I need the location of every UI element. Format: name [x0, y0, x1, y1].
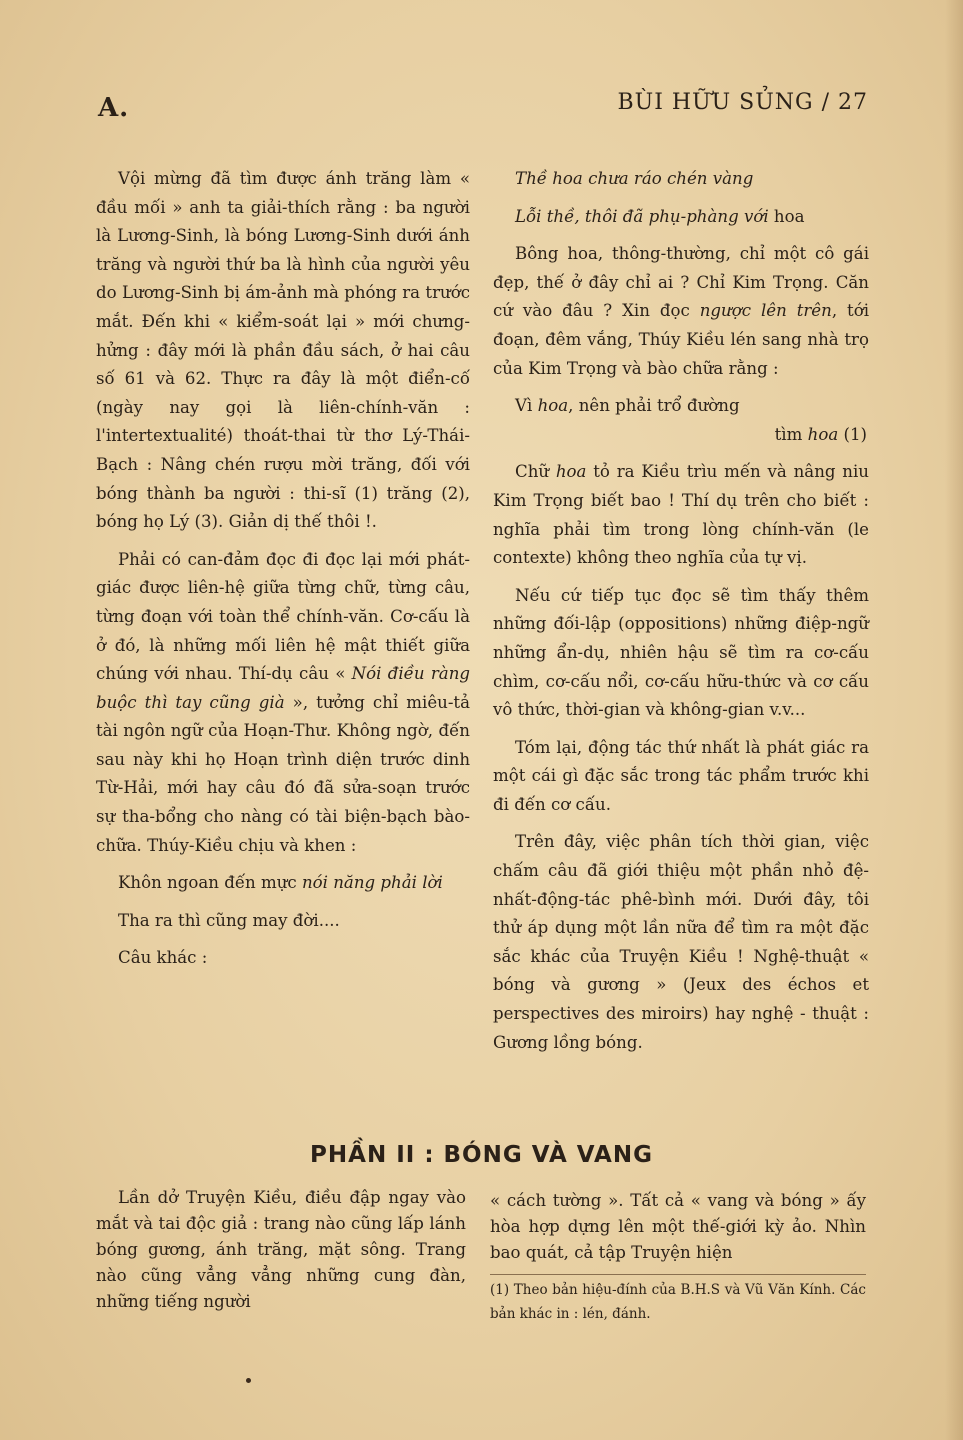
- paragraph: Chữ hoa tỏ ra Kiều trìu mến và nâng niu Kim Trọng biết bao ! Thí dụ trên cho biết : nghĩa phải tìm trong lòng chính-văn (le contexte) không theo nghĩa của tự vị.: [493, 462, 869, 568]
- footnote-divider: [490, 1274, 866, 1275]
- left-column: [96, 165, 470, 982]
- paragraph: Nếu cứ tiếp tục đọc sẽ tìm thấy thêm những đối-lập (oppositions) những điệp-ngữ những ẩn-dụ, nhiên hậu sẽ tìm ra cơ-cấu chìm, cơ-cấu nổi, cơ-cấu hữu-thức và cơ cấu vô thức, thời-gian và không-gian v.v...: [493, 585, 869, 720]
- right-column: [493, 165, 869, 1066]
- paragraph: Vội mừng đã tìm được ánh trăng làm « đầu mối » anh ta giải-thích rằng : ba người là Lương-Sinh, là bóng Lương-Sinh dưới ánh trăng và người thứ ba là hình của người yêu do Lương-Sinh bị ám-ảnh mà phóng ra trước mắt. Đến khi « kiểm-soát lại » mới chưng-hửng : đây mới là phần đầu sách, ở hai câu số 61 và 62. Thực ra đây là một điển-cố (ngày nay gọi là liên-chính-văn : l'intertextualité) thoát-thai từ thơ Lý-Thái-Bạch : Nâng chén rượu mời trăng, đối với bóng thành ba người : thi-sĩ (1) trăng (2), bóng họ Lý (3). Giản dị thế thôi !.: [96, 169, 470, 532]
- paragraph: Trên đây, việc phân tích thời gian, việc chấm câu đã giới thiệu một phần nhỏ đệ-nhất-động-tác phê-bình mới. Dưới đây, tôi thử áp dụng một lần nữa để tìm ra một đặc sắc khác của Truyện Kiều ! Nghệ-thuật « bóng và gương » (Jeux des échos et perspectives des miroirs) hay nghệ - thuật : Gương lồng bóng.: [493, 832, 869, 1052]
- paragraph: « cách tường ». Tất cả « vang và bóng » ấy hòa hợp dựng lên một thế-giới kỳ ảo. Nhìn bao quát, cả tập Truyện hiện: [490, 1191, 866, 1262]
- paragraph: Lần dở Truyện Kiều, điều đập ngay vào mắt và tai độc giả : trang nào cũng lấp lánh bóng gương, ánh trăng, mặt sông. Trang nào cũng vẳng vẳng những cung đàn, những tiếng người: [96, 1188, 466, 1311]
- ink-speck: [246, 1378, 251, 1383]
- verse-line: Vì hoa, nên phải trổ đường: [515, 396, 740, 416]
- page-header-title: BÙI HỮU SỦNG / 27: [617, 90, 868, 115]
- paragraph: Tóm lại, động tác thứ nhất là phát giác ra một cái gì đặc sắc trong tác phẩm trước khi đi đến cơ cấu.: [493, 737, 869, 814]
- paragraph: Bông hoa, thông-thường, chỉ một cô gái đẹp, thế ở đây chỉ ai ? Chỉ Kim Trọng. Căn cứ vào đâu ? Xin đọc ngược lên trên, tới đoạn, đêm vắng, Thúy Kiều lén sang nhà trọ của Kim Trọng và bào chữa rằng :: [493, 244, 869, 378]
- bottom-right-column: [490, 1188, 866, 1266]
- verse-line: Thề hoa chưa ráo chén vàng: [515, 169, 754, 188]
- page-edge-shadow: [945, 0, 963, 1440]
- bottom-left-column: [96, 1185, 466, 1315]
- page-header-mark: A.: [98, 93, 130, 123]
- verse-line: Lỗi thề, thôi đã phụ-phàng với hoa: [515, 206, 805, 226]
- paragraph: Câu khác :: [118, 948, 208, 968]
- section-heading: PHẦN II : BÓNG VÀ VANG: [310, 1142, 653, 1168]
- paragraph: Phải có can-đảm đọc đi đọc lại mới phát-giác được liên-hệ giữa từng chữ, từng câu, từng đoạn với toàn thể chính-văn. Cơ-cấu là ở đó, là những mối liên hệ mật thiết giữa chúng với nhau. Thí-dụ câu « Nói điều ràng buộc thì tay cũng già », tưởng chỉ miêu-tả tài ngôn ngữ của Hoạn-Thư. Không ngờ, đến sau này khi họ Hoạn trình diện trước dinh Từ-Hải, mới hay câu đó đã sửa-soạn trước sự tha-bổng cho nàng có tài biện-bạch bào-chữa. Thúy-Kiều chịu và khen :: [96, 549, 471, 855]
- verse-line: Tha ra thì cũng may đời....: [118, 910, 340, 930]
- footnote: (1) Theo bản hiệu-đính của B.H.S và Vũ Văn Kính. Các bản khác in : lén, đánh.: [490, 1282, 866, 1322]
- quoted-verse: Nói điều ràng buộc thì tay cũng già: [96, 664, 471, 712]
- verse-line: tìm hoa (1): [774, 424, 867, 444]
- verse-line: Khôn ngoan đến mực nói năng phải lời: [118, 873, 443, 893]
